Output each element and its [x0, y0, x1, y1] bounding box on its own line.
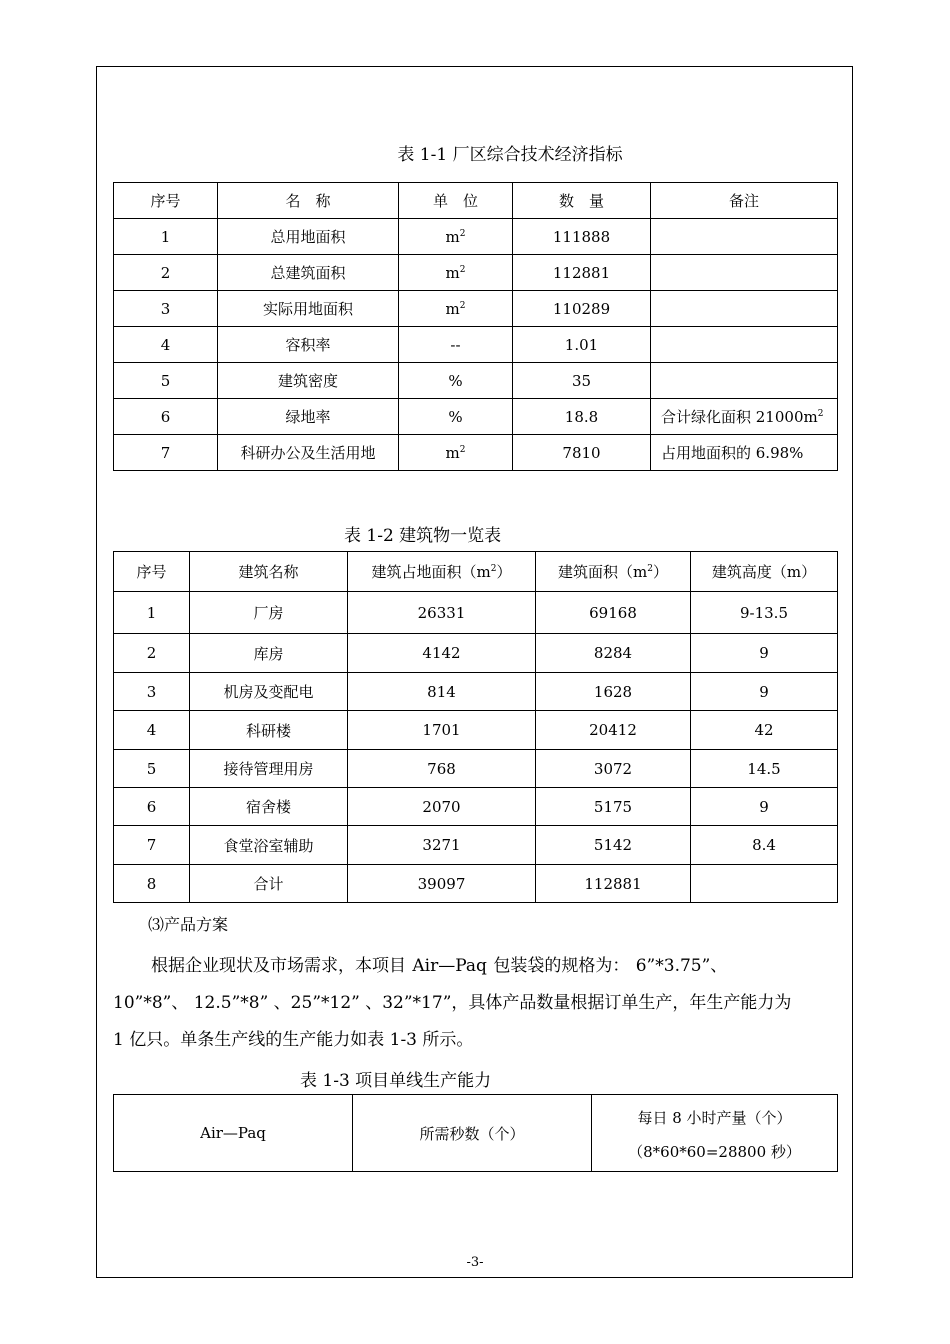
row-footprint: 2070	[348, 788, 536, 826]
row-name: 实际用地面积	[218, 291, 399, 327]
row-name: 机房及变配电	[190, 673, 348, 711]
table2-header-footprint	[348, 552, 536, 592]
row-no: 5	[114, 363, 218, 399]
row-unit	[399, 435, 513, 471]
unit-sup: 2	[459, 228, 466, 239]
table-row	[114, 711, 838, 750]
unit-sup: 2	[459, 300, 466, 311]
paragraph-line: 10”*8”、 12.5”*8” 、25”*12” 、32”*17”，具体产品数量根据订单生产，年生产能力为	[113, 993, 792, 1013]
table2-header-area	[536, 552, 691, 592]
row-no: 4	[114, 327, 218, 363]
table3-caption: 表 1-3 项目单线生产能力	[300, 1071, 492, 1091]
table1-header-qty: 数 量	[513, 183, 651, 219]
row-height: 9	[691, 673, 838, 711]
row-unit	[399, 327, 513, 363]
row-name: 科研楼	[190, 711, 348, 750]
row-note	[651, 399, 838, 435]
row-height: 14.5	[691, 750, 838, 788]
table-row	[114, 435, 838, 471]
row-note	[651, 435, 838, 471]
table2-header-name: 建筑名称	[190, 552, 348, 592]
row-area: 69168	[536, 592, 691, 634]
row-area: 112881	[536, 865, 691, 903]
row-qty: 18.8	[513, 399, 651, 435]
unit-text: %	[448, 371, 463, 390]
table3-col-daily-output	[592, 1095, 838, 1172]
row-name: 库房	[190, 634, 348, 673]
row-note	[651, 363, 838, 399]
building-table	[113, 551, 838, 903]
paragraph-line: 根据企业现状及市场需求，本项目 Air—Paq 包装袋的规格为： 6”*3.75”、	[151, 956, 728, 976]
table-row	[114, 592, 838, 634]
row-footprint: 4142	[348, 634, 536, 673]
paragraph-line: 1 亿只。单条生产线的生产能力如表 1-3 所示。	[113, 1030, 474, 1050]
table-row	[114, 399, 838, 435]
row-area: 8284	[536, 634, 691, 673]
unit-text: m	[445, 299, 460, 318]
table1-caption: 表 1-1 厂区综合技术经济指标	[397, 145, 623, 165]
row-qty: 35	[513, 363, 651, 399]
row-footprint: 26331	[348, 592, 536, 634]
row-name: 合计	[190, 865, 348, 903]
table-row	[114, 865, 838, 903]
row-note	[651, 219, 838, 255]
row-name: 建筑密度	[218, 363, 399, 399]
row-no: 5	[114, 750, 190, 788]
row-footprint: 3271	[348, 826, 536, 865]
unit-text: --	[450, 335, 461, 354]
row-qty: 110289	[513, 291, 651, 327]
row-no: 6	[114, 399, 218, 435]
header-sup: 2	[647, 564, 653, 574]
row-no: 3	[114, 673, 190, 711]
table-row	[114, 255, 838, 291]
table2-header-row	[114, 552, 838, 592]
row-no: 1	[114, 592, 190, 634]
capacity-table	[113, 1094, 838, 1172]
row-unit	[399, 255, 513, 291]
table-row	[114, 291, 838, 327]
header-text: 建筑占地面积（m	[371, 563, 491, 581]
row-footprint: 768	[348, 750, 536, 788]
row-note	[651, 291, 838, 327]
table3-col-product: Air—Paq	[114, 1095, 353, 1172]
row-area: 3072	[536, 750, 691, 788]
row-area: 20412	[536, 711, 691, 750]
row-name: 绿地率	[218, 399, 399, 435]
table2-caption: 表 1-2 建筑物一览表	[344, 526, 502, 546]
row-no: 7	[114, 826, 190, 865]
note-text: 合计绿化面积 21000m	[661, 408, 818, 426]
table-row	[114, 327, 838, 363]
row-footprint: 39097	[348, 865, 536, 903]
table2-header-no: 序号	[114, 552, 190, 592]
row-qty: 7810	[513, 435, 651, 471]
row-name: 科研办公及生活用地	[218, 435, 399, 471]
row-height: 9	[691, 788, 838, 826]
row-note	[651, 255, 838, 291]
row-no: 2	[114, 255, 218, 291]
daily-output-line1: 每日 8 小时产量（个）	[637, 1109, 792, 1127]
row-name: 总建筑面积	[218, 255, 399, 291]
table1-header-row	[114, 183, 838, 219]
unit-text: %	[448, 407, 463, 426]
table1-header-note: 备注	[651, 183, 838, 219]
row-name: 食堂浴室辅助	[190, 826, 348, 865]
table-row	[114, 219, 838, 255]
row-no: 7	[114, 435, 218, 471]
unit-text: m	[445, 263, 460, 282]
table1-header-unit: 单 位	[399, 183, 513, 219]
row-name: 容积率	[218, 327, 399, 363]
unit-text: m	[445, 443, 460, 462]
section-heading: ⑶产品方案	[148, 915, 229, 934]
row-qty: 112881	[513, 255, 651, 291]
table2-header-height: 建筑高度（m）	[691, 552, 838, 592]
row-height: 8.4	[691, 826, 838, 865]
table-row	[114, 673, 838, 711]
header-sup: 2	[490, 564, 497, 574]
row-name: 接待管理用房	[190, 750, 348, 788]
unit-text: m	[445, 227, 460, 246]
table-row	[114, 634, 838, 673]
table-row	[114, 788, 838, 826]
row-footprint: 1701	[348, 711, 536, 750]
table1-header-no: 序号	[114, 183, 218, 219]
row-no: 3	[114, 291, 218, 327]
header-text-end: ）	[496, 563, 512, 581]
table-row	[114, 363, 838, 399]
row-name: 宿舍楼	[190, 788, 348, 826]
row-height	[691, 865, 838, 903]
header-text-end: ）	[652, 563, 668, 581]
row-qty: 1.01	[513, 327, 651, 363]
row-area: 1628	[536, 673, 691, 711]
row-height: 9-13.5	[691, 592, 838, 634]
row-footprint: 814	[348, 673, 536, 711]
unit-sup: 2	[459, 444, 466, 455]
table-row	[114, 826, 838, 865]
row-height: 9	[691, 634, 838, 673]
page-number: -3-	[466, 1255, 484, 1270]
daily-output-line2: （8*60*60=28800 秒）	[628, 1143, 801, 1161]
row-area: 5142	[536, 826, 691, 865]
row-no: 8	[114, 865, 190, 903]
note-sup: 2	[817, 409, 824, 419]
row-unit	[399, 291, 513, 327]
row-unit	[399, 363, 513, 399]
row-height: 42	[691, 711, 838, 750]
header-text: 建筑面积（m	[558, 563, 648, 581]
table3-col-seconds: 所需秒数（个）	[353, 1095, 592, 1172]
indicator-table	[113, 182, 838, 471]
row-area: 5175	[536, 788, 691, 826]
row-qty: 111888	[513, 219, 651, 255]
table-row	[114, 750, 838, 788]
table3-header-row	[114, 1095, 838, 1172]
row-note	[651, 327, 838, 363]
row-unit	[399, 399, 513, 435]
row-no: 6	[114, 788, 190, 826]
note-text: 占用地面积的 6.98%	[661, 444, 804, 462]
row-name: 总用地面积	[218, 219, 399, 255]
row-name: 厂房	[190, 592, 348, 634]
table1-header-name: 名 称	[218, 183, 399, 219]
unit-sup: 2	[459, 264, 466, 275]
row-no: 2	[114, 634, 190, 673]
row-no: 4	[114, 711, 190, 750]
row-no: 1	[114, 219, 218, 255]
row-unit	[399, 219, 513, 255]
